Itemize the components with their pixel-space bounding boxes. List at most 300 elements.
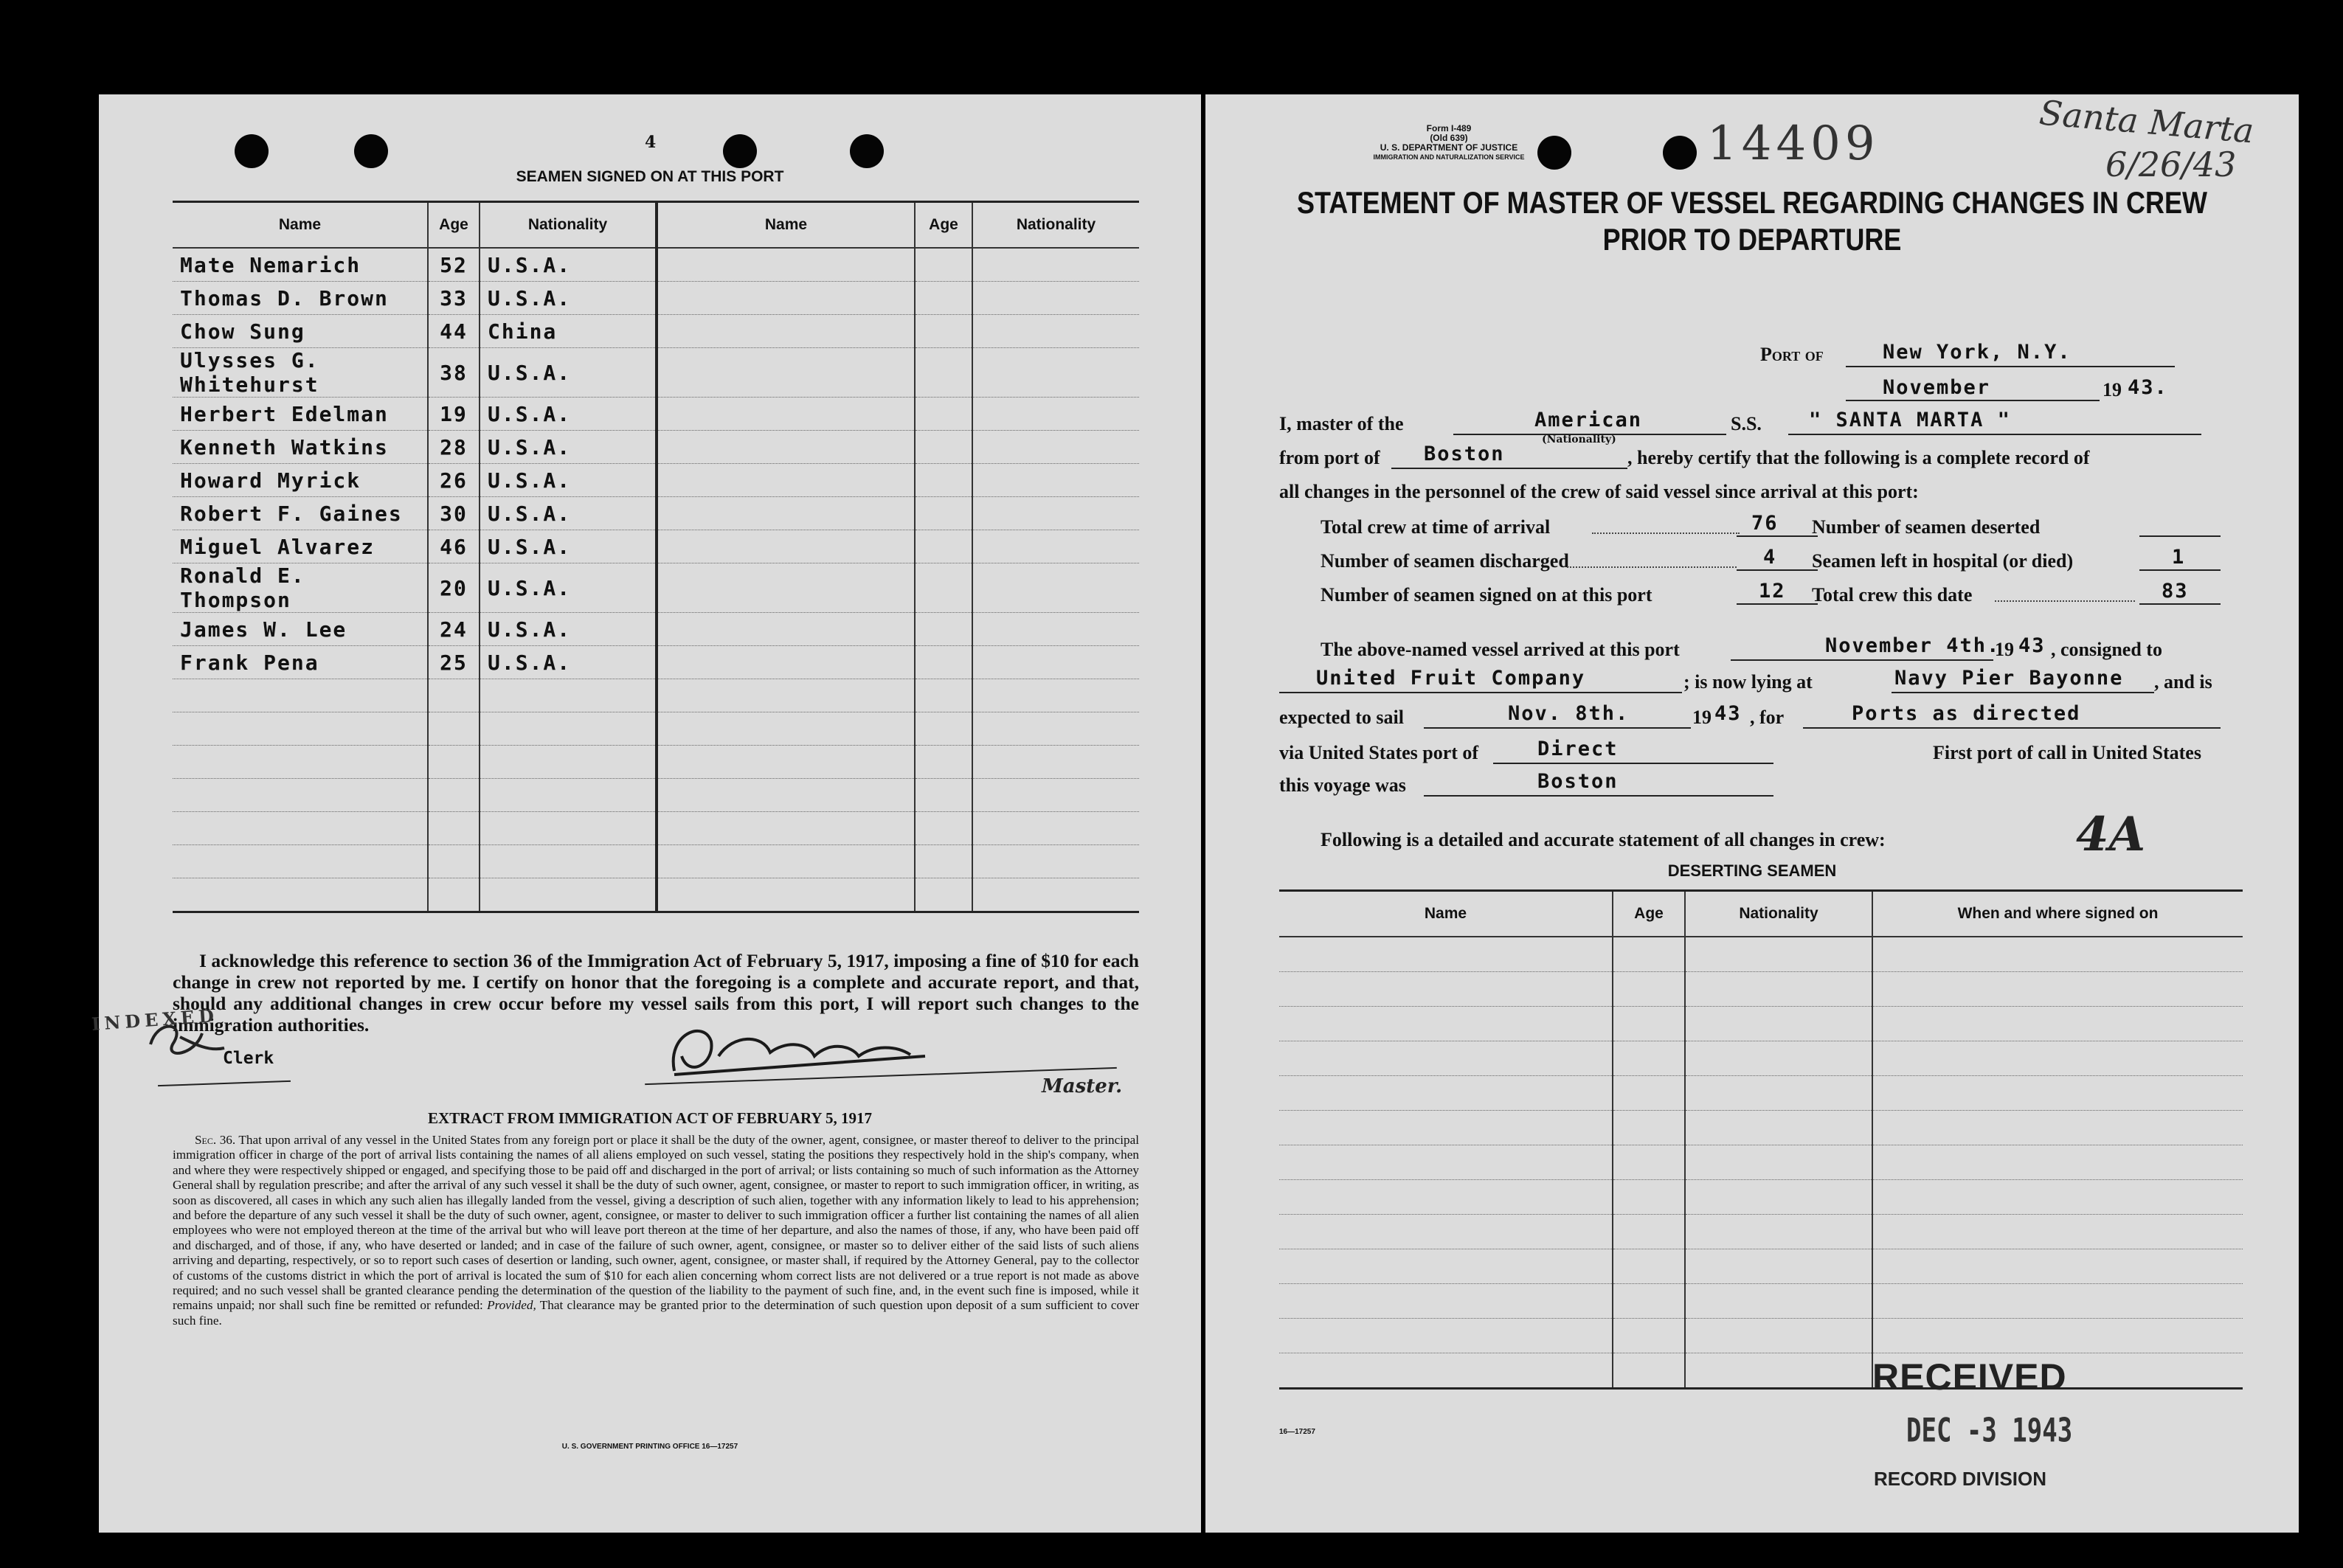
table-row bbox=[1279, 937, 2243, 972]
empty-cell bbox=[428, 712, 480, 746]
table-row bbox=[173, 464, 1139, 497]
clerk-label: Clerk bbox=[223, 1049, 274, 1068]
empty-cell bbox=[972, 464, 1139, 497]
empty-cell bbox=[972, 746, 1139, 779]
table-row bbox=[173, 315, 1139, 348]
table-row bbox=[173, 248, 1139, 282]
first-port-text: First port of call in United States bbox=[1933, 742, 2201, 763]
column-header: Name bbox=[1279, 891, 1613, 937]
empty-cell bbox=[1872, 972, 2243, 1007]
column-header: Age bbox=[1613, 891, 1685, 937]
master-of-label: I, master of the bbox=[1279, 413, 1404, 434]
empty-cell bbox=[972, 878, 1139, 912]
date-year-prefix: 19 bbox=[2103, 379, 2122, 400]
empty-cell bbox=[173, 812, 428, 845]
empty-cell bbox=[480, 779, 657, 812]
value-line bbox=[1737, 535, 1818, 537]
empty-cell bbox=[480, 679, 657, 712]
received-stamp-date: DEC -3 1943 bbox=[1906, 1412, 2073, 1450]
empty-cell bbox=[480, 845, 657, 878]
empty-cell bbox=[1613, 1041, 1685, 1076]
punch-hole bbox=[850, 134, 884, 168]
table-row bbox=[1279, 1215, 2243, 1249]
seaman-nationality: U.S.A. bbox=[480, 530, 657, 563]
extract-section: Sec. 36. bbox=[195, 1133, 236, 1147]
empty-cell bbox=[972, 563, 1139, 613]
table-row bbox=[173, 712, 1139, 746]
empty-cell bbox=[915, 779, 972, 812]
discharged-value: 4 bbox=[1763, 546, 1777, 569]
form-header bbox=[1353, 124, 1545, 162]
column-header: Age bbox=[428, 202, 480, 249]
column-header: Name bbox=[657, 202, 915, 249]
empty-cell bbox=[972, 679, 1139, 712]
empty-cell bbox=[428, 779, 480, 812]
empty-cell bbox=[915, 464, 972, 497]
signed-on-label: Number of seamen signed on at this port bbox=[1321, 584, 1652, 606]
table-row bbox=[173, 398, 1139, 431]
empty-cell bbox=[1872, 1215, 2243, 1249]
seaman-age: 33 bbox=[428, 282, 480, 315]
empty-cell bbox=[1872, 1111, 2243, 1145]
empty-cell bbox=[1872, 1180, 2243, 1215]
first-port-value: Boston bbox=[1537, 770, 1619, 793]
empty-cell bbox=[972, 248, 1139, 282]
empty-cell bbox=[1279, 972, 1613, 1007]
nationality-value: American bbox=[1534, 409, 1643, 431]
seaman-age: 46 bbox=[428, 530, 480, 563]
empty-cell bbox=[1613, 1076, 1685, 1111]
table-row bbox=[173, 348, 1139, 398]
nationality-caption: (Nationality) bbox=[1542, 434, 1616, 445]
table-row bbox=[173, 679, 1139, 712]
empty-cell bbox=[1872, 937, 2243, 972]
total-today-label: Total crew this date bbox=[1812, 584, 1973, 606]
table-row bbox=[173, 530, 1139, 563]
empty-cell bbox=[1685, 1215, 1872, 1249]
seaman-age: 19 bbox=[428, 398, 480, 431]
total-today-value: 83 bbox=[2162, 580, 2189, 603]
empty-cell bbox=[1685, 1111, 1872, 1145]
and-is-text: , and is bbox=[2154, 671, 2212, 693]
empty-cell bbox=[428, 679, 480, 712]
table-row bbox=[173, 746, 1139, 779]
for-text: , for bbox=[1750, 707, 1785, 728]
empty-cell bbox=[972, 431, 1139, 464]
printing-office-note: U. S. GOVERNMENT PRINTING OFFICE 16—17257 bbox=[561, 1443, 738, 1451]
seaman-nationality: U.S.A. bbox=[480, 348, 657, 398]
empty-cell bbox=[972, 497, 1139, 530]
empty-cell bbox=[915, 845, 972, 878]
empty-cell bbox=[1685, 1249, 1872, 1284]
empty-cell bbox=[1872, 1319, 2243, 1353]
seaman-age: 30 bbox=[428, 497, 480, 530]
empty-cell bbox=[915, 563, 972, 613]
arrived-text: The above-named vessel arrived at this port bbox=[1321, 639, 1680, 660]
empty-cell bbox=[915, 248, 972, 282]
value-line bbox=[2139, 535, 2221, 537]
lying-text: ; is now lying at bbox=[1683, 671, 1813, 693]
empty-cell bbox=[1279, 1249, 1613, 1284]
column-header: Nationality bbox=[480, 202, 657, 249]
empty-cell bbox=[428, 812, 480, 845]
arrival-date: November 4th. bbox=[1825, 634, 2001, 657]
empty-cell bbox=[1872, 1041, 2243, 1076]
column-header: Nationality bbox=[1685, 891, 1872, 937]
table-row bbox=[173, 779, 1139, 812]
empty-cell bbox=[1613, 1007, 1685, 1041]
seaman-name: Mate Nemarich bbox=[173, 248, 428, 282]
seaman-nationality: U.S.A. bbox=[480, 431, 657, 464]
date-month: November bbox=[1883, 376, 1991, 399]
empty-cell bbox=[1872, 1145, 2243, 1180]
table-row bbox=[173, 845, 1139, 878]
table-row bbox=[173, 646, 1139, 679]
from-port-value: Boston bbox=[1424, 443, 1505, 465]
seaman-age: 25 bbox=[428, 646, 480, 679]
seaman-nationality: China bbox=[480, 315, 657, 348]
empty-cell bbox=[915, 282, 972, 315]
consignee-value: United Fruit Company bbox=[1316, 667, 1586, 690]
empty-cell bbox=[1279, 1145, 1613, 1180]
empty-cell bbox=[1685, 1145, 1872, 1180]
table-row bbox=[1279, 1249, 2243, 1284]
seaman-name: Kenneth Watkins bbox=[173, 431, 428, 464]
empty-cell bbox=[972, 315, 1139, 348]
table-row bbox=[1279, 972, 2243, 1007]
empty-cell bbox=[1613, 1145, 1685, 1180]
empty-cell bbox=[915, 746, 972, 779]
empty-cell bbox=[1685, 1007, 1872, 1041]
column-header: Age bbox=[915, 202, 972, 249]
clerk-initials-signature bbox=[143, 1015, 232, 1066]
leader-dots bbox=[1567, 566, 1737, 568]
empty-cell bbox=[657, 812, 915, 845]
empty-cell bbox=[657, 398, 915, 431]
empty-cell bbox=[972, 812, 1139, 845]
empty-cell bbox=[1279, 1215, 1613, 1249]
table-row bbox=[1279, 1041, 2243, 1076]
empty-cell bbox=[1279, 1319, 1613, 1353]
table-row bbox=[1279, 1111, 2243, 1145]
seaman-name: Thomas D. Brown bbox=[173, 282, 428, 315]
empty-cell bbox=[1613, 1180, 1685, 1215]
empty-cell bbox=[1613, 1215, 1685, 1249]
empty-cell bbox=[1279, 1041, 1613, 1076]
sail-date-line bbox=[1424, 727, 1691, 729]
hospital-value: 1 bbox=[2172, 546, 2186, 569]
hospital-label: Seamen left in hospital (or died) bbox=[1812, 550, 2074, 572]
value-line bbox=[1737, 603, 1818, 605]
empty-cell bbox=[657, 746, 915, 779]
consigned-text: , consigned to bbox=[2051, 639, 2162, 660]
empty-cell bbox=[657, 282, 915, 315]
punch-hole bbox=[354, 134, 388, 168]
empty-cell bbox=[972, 646, 1139, 679]
table-row bbox=[1279, 1007, 2243, 1041]
seaman-nationality: U.S.A. bbox=[480, 497, 657, 530]
extract-tail: That clearance may be granted prior to the determination of such question upon deposit of a sum sufficient to cover such fine. bbox=[173, 1298, 1139, 1328]
empty-cell bbox=[915, 315, 972, 348]
seaman-nationality: U.S.A. bbox=[480, 646, 657, 679]
table-row bbox=[1279, 1353, 2243, 1389]
empty-cell bbox=[915, 431, 972, 464]
empty-cell bbox=[915, 398, 972, 431]
table-header-row bbox=[173, 202, 1139, 249]
table-header-row bbox=[1279, 891, 2243, 937]
handwritten-ship-name: Santa Marta bbox=[2038, 92, 2256, 151]
lying-at-value: Navy Pier Bayonne bbox=[1894, 667, 2124, 690]
ship-name: " SANTA MARTA " bbox=[1809, 409, 2011, 431]
table-body bbox=[1279, 937, 2243, 1389]
empty-cell bbox=[480, 878, 657, 912]
total-crew-arrival-label: Total crew at time of arrival bbox=[1321, 516, 1551, 538]
seaman-nationality: U.S.A. bbox=[480, 563, 657, 613]
empty-cell bbox=[1685, 1353, 1872, 1389]
destination-line bbox=[1803, 727, 2221, 729]
empty-cell bbox=[173, 779, 428, 812]
column-header: Name bbox=[173, 202, 428, 249]
empty-cell bbox=[428, 878, 480, 912]
value-line bbox=[2139, 603, 2221, 605]
clerk-signature-line bbox=[158, 1080, 291, 1086]
seaman-age: 20 bbox=[428, 563, 480, 613]
empty-cell bbox=[915, 530, 972, 563]
lying-line bbox=[1892, 692, 2154, 693]
empty-cell bbox=[1685, 1319, 1872, 1353]
first-port-line bbox=[1424, 795, 1773, 797]
table-row bbox=[173, 431, 1139, 464]
port-value: New York, N.Y. bbox=[1883, 341, 2072, 364]
arrival-year-prefix: 19 bbox=[1995, 639, 2014, 660]
empty-cell bbox=[1279, 1111, 1613, 1145]
empty-cell bbox=[972, 779, 1139, 812]
empty-cell bbox=[915, 812, 972, 845]
empty-cell bbox=[428, 845, 480, 878]
expected-text: expected to sail bbox=[1279, 707, 1404, 728]
seaman-age: 44 bbox=[428, 315, 480, 348]
table-row bbox=[1279, 1145, 2243, 1180]
seaman-age: 26 bbox=[428, 464, 480, 497]
discharged-label: Number of seamen discharged bbox=[1321, 550, 1569, 572]
via-text: via United States port of bbox=[1279, 742, 1479, 763]
seaman-nationality: U.S.A. bbox=[480, 282, 657, 315]
empty-cell bbox=[1872, 1007, 2243, 1041]
empty-cell bbox=[1613, 972, 1685, 1007]
punch-hole bbox=[1663, 136, 1697, 170]
empty-cell bbox=[173, 679, 428, 712]
empty-cell bbox=[1685, 1284, 1872, 1319]
following-text: Following is a detailed and accurate statement of all changes in crew: bbox=[1321, 829, 1886, 850]
form-footer-number: 16—17257 bbox=[1279, 1428, 1315, 1436]
table-row bbox=[1279, 1076, 2243, 1111]
record-division-stamp: RECORD DIVISION bbox=[1874, 1468, 2047, 1490]
consignee-line bbox=[1279, 692, 1682, 693]
value-line bbox=[1737, 569, 1818, 571]
form-old-number: (Old 639) bbox=[1430, 133, 1468, 143]
master-label: Master. bbox=[1042, 1075, 1123, 1097]
empty-cell bbox=[657, 563, 915, 613]
empty-cell bbox=[1613, 937, 1685, 972]
empty-cell bbox=[915, 613, 972, 646]
table-row bbox=[173, 282, 1139, 315]
empty-cell bbox=[972, 712, 1139, 746]
port-line bbox=[1846, 366, 2175, 367]
empty-cell bbox=[173, 845, 428, 878]
table-body bbox=[173, 248, 1139, 912]
column-header: When and where signed on bbox=[1872, 891, 2243, 937]
empty-cell bbox=[1613, 1353, 1685, 1389]
total-crew-arrival-value: 76 bbox=[1751, 512, 1779, 535]
column-header: Nationality bbox=[972, 202, 1139, 249]
empty-cell bbox=[657, 779, 915, 812]
seaman-age: 24 bbox=[428, 613, 480, 646]
empty-cell bbox=[1279, 1284, 1613, 1319]
empty-cell bbox=[657, 348, 915, 398]
empty-cell bbox=[1872, 1249, 2243, 1284]
table-row bbox=[173, 497, 1139, 530]
certify-text: , hereby certify that the following is a complete record of bbox=[1627, 447, 2090, 468]
empty-cell bbox=[972, 845, 1139, 878]
seaman-nationality: U.S.A. bbox=[480, 613, 657, 646]
ss-label: S.S. bbox=[1731, 413, 1762, 434]
empty-cell bbox=[480, 812, 657, 845]
empty-cell bbox=[480, 712, 657, 746]
voyage-text: this voyage was bbox=[1279, 774, 1406, 796]
table-row bbox=[173, 878, 1139, 912]
ship-name-line bbox=[1788, 434, 2201, 435]
empty-cell bbox=[1685, 972, 1872, 1007]
page-number: 4 bbox=[645, 133, 657, 152]
empty-cell bbox=[915, 679, 972, 712]
deserted-label: Number of seamen deserted bbox=[1812, 516, 2041, 538]
arrival-date-line bbox=[1731, 659, 1993, 661]
empty-cell bbox=[972, 282, 1139, 315]
empty-cell bbox=[972, 348, 1139, 398]
deserting-seamen-table bbox=[1279, 889, 2243, 1390]
seaman-name: Chow Sung bbox=[173, 315, 428, 348]
handwritten-4a: 4A bbox=[2076, 807, 2146, 862]
form-number: Form I-489 bbox=[1426, 123, 1472, 133]
empty-cell bbox=[1279, 1007, 1613, 1041]
seaman-name: Howard Myrick bbox=[173, 464, 428, 497]
seaman-nationality: U.S.A. bbox=[480, 248, 657, 282]
from-port-label: from port of bbox=[1279, 447, 1380, 468]
seaman-name: Frank Pena bbox=[173, 646, 428, 679]
via-line bbox=[1493, 763, 1773, 764]
destination-value: Ports as directed bbox=[1852, 702, 2081, 725]
empty-cell bbox=[1279, 1180, 1613, 1215]
empty-cell bbox=[972, 398, 1139, 431]
punch-hole bbox=[723, 134, 757, 168]
empty-cell bbox=[173, 878, 428, 912]
empty-cell bbox=[657, 646, 915, 679]
seaman-name: James W. Lee bbox=[173, 613, 428, 646]
value-line bbox=[2139, 569, 2221, 571]
empty-cell bbox=[657, 497, 915, 530]
empty-cell bbox=[657, 679, 915, 712]
extract-title: EXTRACT FROM IMMIGRATION ACT OF FEBRUARY 5, 1917 bbox=[427, 1109, 873, 1127]
empty-cell bbox=[657, 530, 915, 563]
empty-cell bbox=[972, 530, 1139, 563]
seaman-nationality: U.S.A. bbox=[480, 464, 657, 497]
table-row bbox=[1279, 1180, 2243, 1215]
handwritten-date: 6/26/43 bbox=[2105, 145, 2237, 184]
empty-cell bbox=[915, 712, 972, 746]
empty-cell bbox=[915, 878, 972, 912]
empty-cell bbox=[1685, 1180, 1872, 1215]
punch-hole bbox=[235, 134, 269, 168]
empty-cell bbox=[972, 613, 1139, 646]
extract-body bbox=[173, 1133, 1139, 1328]
received-stamp: RECEIVED bbox=[1872, 1356, 2067, 1398]
leader-dots bbox=[1592, 533, 1740, 534]
table-row bbox=[173, 613, 1139, 646]
empty-cell bbox=[657, 845, 915, 878]
empty-cell bbox=[915, 646, 972, 679]
empty-cell bbox=[1872, 1284, 2243, 1319]
empty-cell bbox=[657, 248, 915, 282]
empty-cell bbox=[1685, 1041, 1872, 1076]
empty-cell bbox=[657, 315, 915, 348]
seaman-nationality: U.S.A. bbox=[480, 398, 657, 431]
empty-cell bbox=[657, 613, 915, 646]
empty-cell bbox=[1613, 1111, 1685, 1145]
seaman-age: 52 bbox=[428, 248, 480, 282]
empty-cell bbox=[657, 878, 915, 912]
table-row bbox=[173, 812, 1139, 845]
table-row bbox=[1279, 1319, 2243, 1353]
empty-cell bbox=[1685, 1076, 1872, 1111]
from-port-line bbox=[1391, 468, 1627, 469]
all-changes-text: all changes in the personnel of the crew of said vessel since arrival at this port: bbox=[1279, 481, 1919, 502]
form-title-line-2: PRIOR TO DEPARTURE bbox=[1602, 221, 1902, 257]
seamen-signed-on-table bbox=[173, 201, 1139, 913]
left-page bbox=[91, 94, 1201, 1533]
seaman-name: Miguel Alvarez bbox=[173, 530, 428, 563]
sail-year: 43 bbox=[1714, 702, 1742, 725]
form-title-line-1: STATEMENT OF MASTER OF VESSEL REGARDING CHANGES IN CREW bbox=[1296, 184, 2208, 220]
seaman-age: 28 bbox=[428, 431, 480, 464]
empty-cell bbox=[1613, 1249, 1685, 1284]
empty-cell bbox=[1685, 937, 1872, 972]
signed-on-value: 12 bbox=[1759, 580, 1786, 603]
empty-cell bbox=[915, 348, 972, 398]
empty-cell bbox=[1279, 1076, 1613, 1111]
department-name: U. S. DEPARTMENT OF JUSTICE bbox=[1380, 142, 1518, 153]
section-title: SEAMEN SIGNED ON AT THIS PORT bbox=[516, 168, 784, 185]
empty-cell bbox=[173, 746, 428, 779]
date-year: 43. bbox=[2128, 376, 2168, 399]
seaman-name: Robert F. Gaines bbox=[173, 497, 428, 530]
extract-text: That upon arrival of any vessel in the United States from any foreign port or place it shall be the duty of the owner, agent, consignee, or master thereof to deliver to the principal immigration officer in charge of the port of arrival lists containing the names of all aliens employed on such vessel, stating the positions they respectively hold in the ship's company, when and where they were respectively shipped or engaged, and specifying those to be paid off and discharged in the port of arrival; or lists containing so much of such information as the Attorney General shall by regulation prescribe; and after the arrival of any such vessel it shall be the duty of such owner, agent, consignee, or master to report to such immigration officer, in writing, as soon as discovered, all cases in which any such alien has illegally landed from the vessel, giving a description of such alien, together with any information likely to lead to his apprehension; and before the departure of any such vessel it shall be the duty of such owner, agent, consignee, or master to deliver to such immigration officer a further list containing the names of all alien employees who were not employed thereon at the time of the arrival but who will leave port thereon at the time of her departure, and also the names of those, if any, who have been paid off and discharged, and of those, if any, who have deserted or landed; and in case of the failure of such owner, agent, consignee, or master so to deliver either of the said lists of such aliens arriving and departing, respectively, or so to report such cases of desertion or landing, such owner, agent, consignee, or master shall, if required by the Attorney General, pay to the collector of customs of the customs district in which the port of arrival is located the sum of $10 for each alien concerning whom correct lists are not delivered or a true report is not made as above required; and no such vessel shall be granted clearance pending the determination of the question of the liability to the payment of such fine, and, in the event such fine is imposed, while it remains unpaid; nor shall such fine be remitted or refunded: bbox=[173, 1133, 1139, 1313]
table-row bbox=[1279, 1284, 2243, 1319]
service-name: IMMIGRATION AND NATURALIZATION SERVICE bbox=[1373, 153, 1525, 161]
seaman-name: Herbert Edelman bbox=[173, 398, 428, 431]
empty-cell bbox=[657, 464, 915, 497]
empty-cell bbox=[657, 431, 915, 464]
table-row bbox=[173, 563, 1139, 613]
port-label: Port of bbox=[1760, 344, 1824, 365]
seaman-name: Ronald E. Thompson bbox=[173, 563, 428, 613]
right-page bbox=[1205, 94, 2299, 1533]
via-value: Direct bbox=[1537, 738, 1619, 760]
extract-provided: Provided, bbox=[487, 1298, 536, 1313]
leader-dots bbox=[1995, 600, 2135, 602]
indexed-stamp: INDEXED bbox=[91, 1005, 219, 1035]
empty-cell bbox=[173, 712, 428, 746]
handwritten-file-number: 14409 bbox=[1707, 117, 1880, 171]
